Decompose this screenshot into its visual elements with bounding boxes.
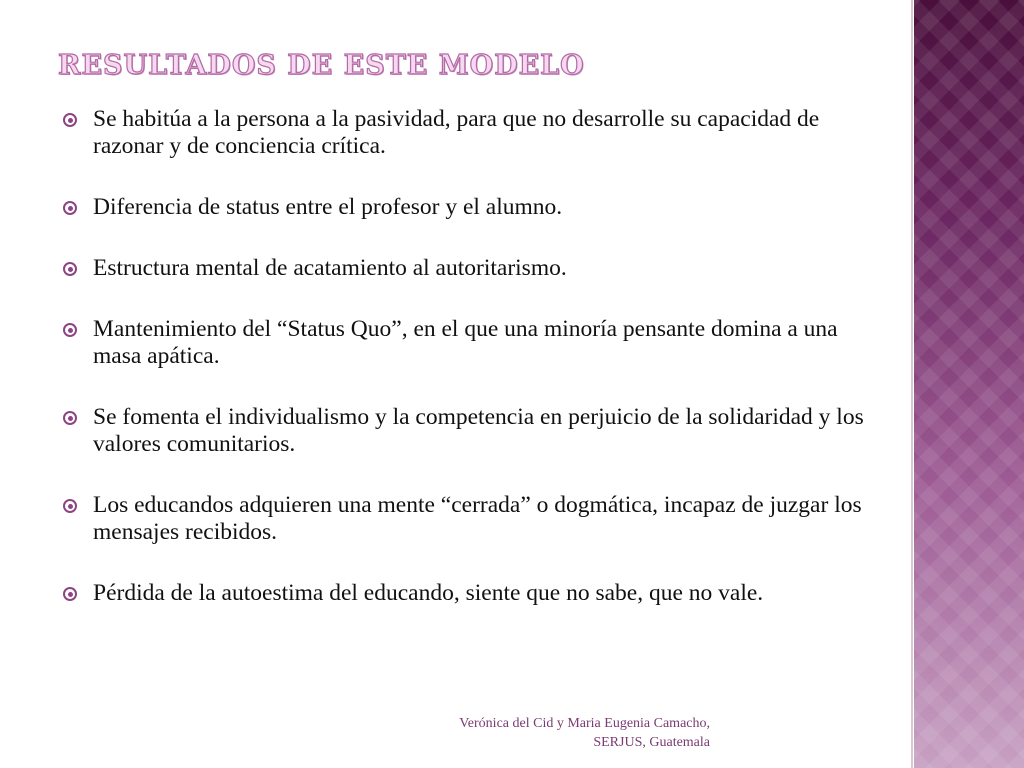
slide-title: RESULTADOS DE ESTE MODELO xyxy=(58,50,585,81)
bullet-list xyxy=(63,106,883,641)
bullet-item xyxy=(63,492,883,546)
bullet-text: Diferencia de status entre el profesor y el alumno. xyxy=(93,194,563,220)
bullet-text: Pérdida de la autoestima del educando, siente que no sabe, que no vale. xyxy=(93,580,764,606)
footer-authors: Verónica del Cid y Maria Eugenia Camacho, xyxy=(459,716,710,731)
bullet-text: Se habitúa a la persona a la pasividad, para que no desarrolle su capacidad de razonar y de conciencia crítica. xyxy=(93,106,820,159)
bullet-item xyxy=(63,580,883,607)
circle-dot-icon xyxy=(63,262,77,276)
bullet-item xyxy=(63,194,883,221)
circle-dot-icon xyxy=(63,499,77,513)
bullet-item xyxy=(63,316,883,370)
bullet-item xyxy=(63,106,883,160)
circle-dot-icon xyxy=(63,587,77,601)
panel-divider xyxy=(911,0,913,768)
footer-organization: SERJUS, Guatemala xyxy=(593,735,710,750)
circle-dot-icon xyxy=(63,411,77,425)
slide-footer xyxy=(459,714,710,752)
bullet-text: Los educandos adquieren una mente “cerrada” o dogmática, incapaz de juzgar los mensajes recibidos. xyxy=(93,492,862,545)
bullet-text: Se fomenta el individualismo y la competencia en perjuicio de la solidaridad y los valores comunitarios. xyxy=(93,404,864,457)
circle-dot-icon xyxy=(63,113,77,127)
bullet-text: Estructura mental de acatamiento al autoritarismo. xyxy=(93,255,567,281)
bullet-item xyxy=(63,255,883,282)
decorative-side-panel xyxy=(914,0,1024,768)
circle-dot-icon xyxy=(63,323,77,337)
bullet-text: Mantenimiento del “Status Quo”, en el que una minoría pensante domina a una masa apática. xyxy=(93,316,838,369)
bullet-item xyxy=(63,404,883,458)
circle-dot-icon xyxy=(63,201,77,215)
